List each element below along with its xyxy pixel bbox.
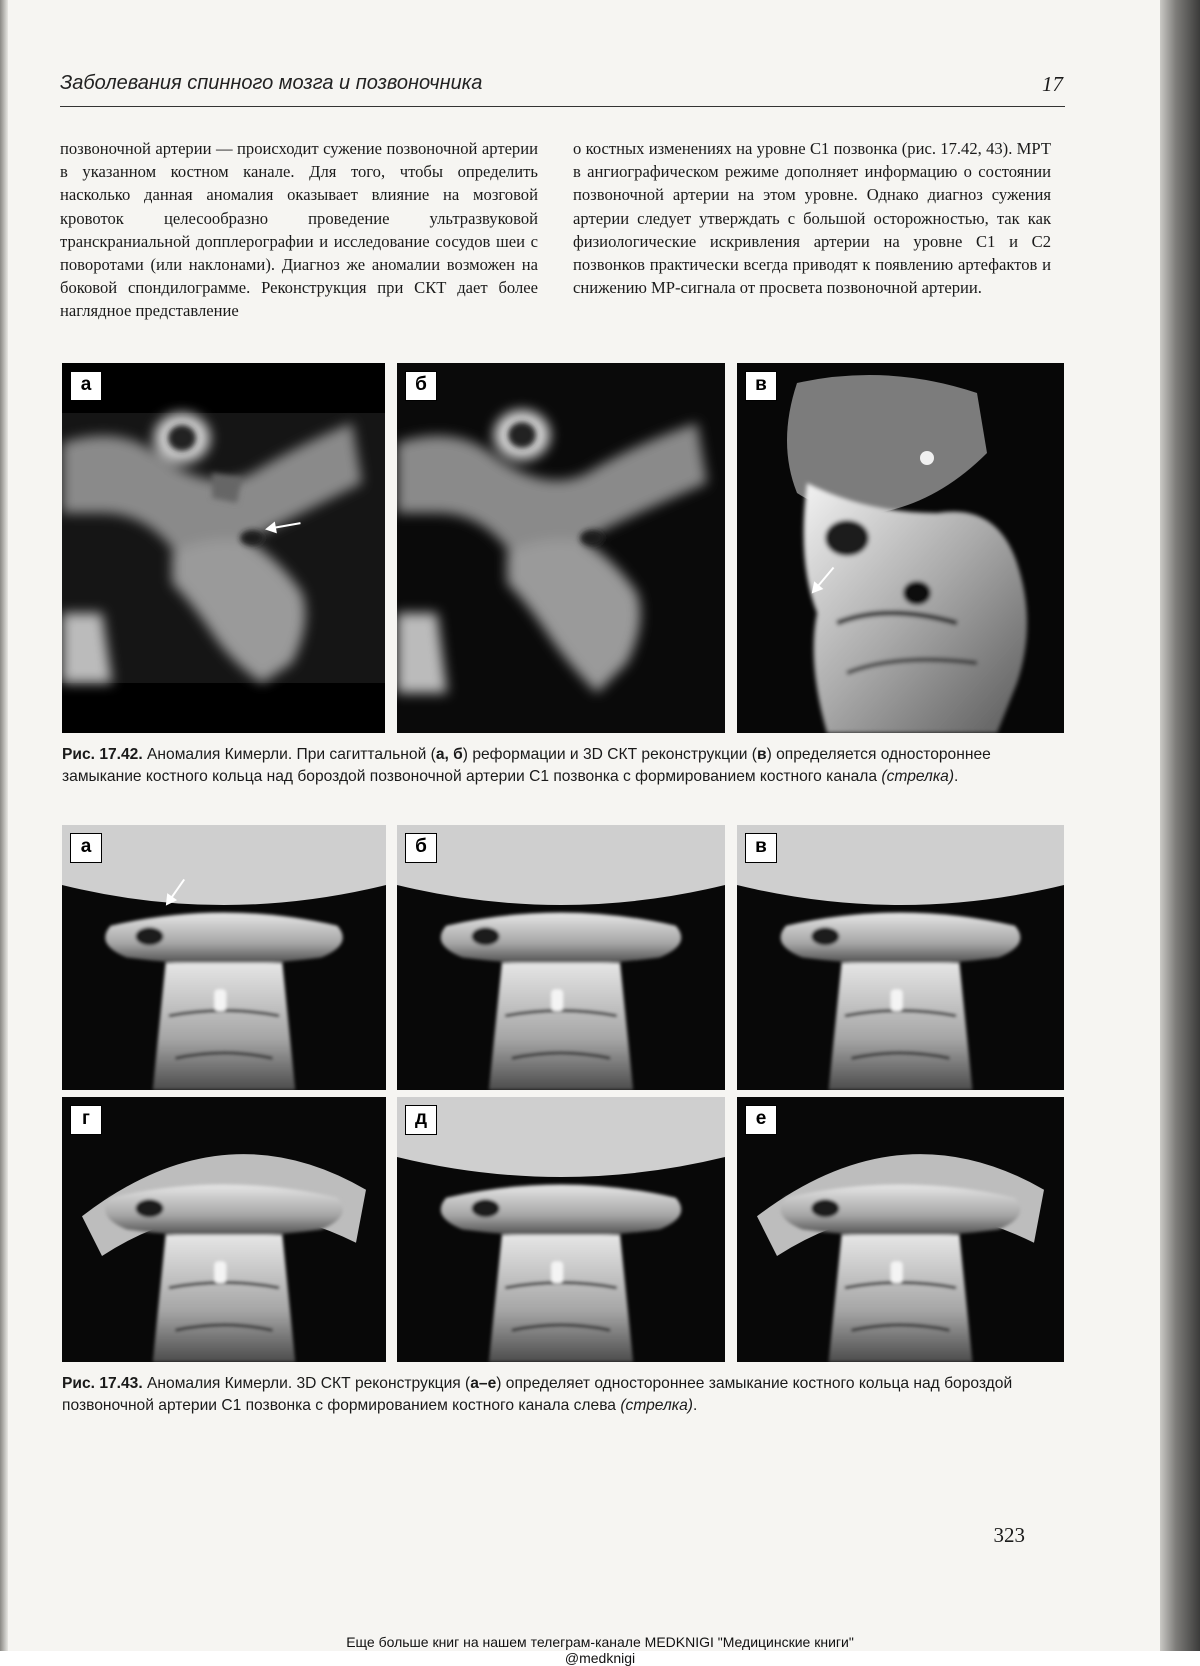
caption-text: ) реформации и 3D СКТ реконструкции ( <box>462 746 757 763</box>
figure-43-panel-d <box>397 1097 725 1362</box>
panel-label-b: б <box>405 371 437 401</box>
caption-text: Аномалия Кимерли. При сагиттальной ( <box>142 746 436 763</box>
ct-3d-spine-image <box>737 1097 1064 1362</box>
caption-text: ) определяется одностороннее замыкание костного кольца над бороздой позвоночной артерии С1 позвонка с формированием костного канала <box>62 746 991 785</box>
chapter-number: 17 <box>1042 72 1063 96</box>
panel-label-b: б <box>405 833 437 863</box>
figure-43-panel-v <box>737 825 1064 1090</box>
page-number: 323 <box>993 1523 1025 1547</box>
figure-43-caption <box>62 1373 1072 1417</box>
text-column-right: о костных изменениях на уровне С1 позвонка (рис. 17.42, 43). МРТ в ангиографическом режиме дополняет информацию о состоянии позвоночной артерии на этом уровне. Однако диагноз сужения артерии следует утверждать с большой осторожностью, так как физиологические искривления артерии на уровне С1 и С2 позвонков практически всегда приводят к появлению артефактов и снижению МР-сигнала от просвета позвоночной артерии. <box>573 139 1051 298</box>
page-edge-shadow <box>1160 0 1200 1651</box>
footer-promo-line: Еще больше книг на нашем телеграм-канале MEDKNIGI "Медицинские книги" <box>346 1634 854 1650</box>
panel-label-e: е <box>745 1105 777 1135</box>
panel-label-a: а <box>70 371 102 401</box>
text-column-left: позвоночной артерии — происходит сужение позвоночной артерии в указанном костном канале. Для того, чтобы определить насколько данная аномалия оказывает влияние на мозговой кровоток целесообразно проведение ультразвуковой транскраниальной допплерографии и исследование сосудов шеи с поворотами (или наклонами). Диагноз же аномалии возможен на боковой спондилограмме. Реконструкция при СКТ дает более наглядное представление <box>60 139 538 321</box>
figure-43-panel-b <box>397 825 725 1090</box>
footer-promo-handle: @medknigi <box>564 1650 636 1666</box>
panel-label-d: д <box>405 1105 437 1135</box>
page-left-edge <box>0 0 8 1651</box>
panel-label-v: в <box>745 833 777 863</box>
figure-43-panel-g <box>62 1097 386 1362</box>
figure-43-panel-e <box>737 1097 1064 1362</box>
ct-3d-spine-image <box>397 825 725 1090</box>
figure-42-panel-a <box>62 363 385 733</box>
ct-sagittal-image-a <box>62 363 385 733</box>
panel-label-g: г <box>70 1105 102 1135</box>
ct-3d-image-v <box>737 363 1064 733</box>
panel-label-a: а <box>70 833 102 863</box>
figure-42-caption <box>62 744 1072 788</box>
caption-text: . <box>954 768 959 785</box>
figure-42-panel-b <box>397 363 725 733</box>
caption-text: Аномалия Кимерли. 3D СКТ реконструкция ( <box>142 1375 471 1392</box>
caption-bold: в <box>757 746 767 763</box>
caption-text: ) определяет одностороннее замыкание костного кольца над бороздой позвоночной артерии С1 позвонка с формированием костного канала слева <box>62 1375 1013 1414</box>
ct-3d-spine-image <box>62 1097 386 1362</box>
figure-43-panel-a <box>62 825 386 1090</box>
caption-italic: (стрелка) <box>881 768 955 785</box>
panel-label-v: в <box>745 371 777 401</box>
running-header <box>60 70 1065 107</box>
ct-3d-spine-image <box>62 825 386 1090</box>
ct-3d-spine-image <box>397 1097 725 1362</box>
caption-bold: а, б <box>435 746 463 763</box>
figure-43-ref: Рис. 17.43. <box>62 1375 143 1392</box>
caption-text: . <box>692 1397 698 1414</box>
figure-42-ref: Рис. 17.42. <box>62 746 143 763</box>
ct-sagittal-image-b <box>397 363 725 733</box>
caption-italic: (стрелка) <box>620 1397 693 1414</box>
header-title: Заболевания спинного мозга и позвоночника <box>60 72 483 94</box>
ct-3d-spine-image <box>737 825 1064 1090</box>
figure-42-panel-v <box>737 363 1064 733</box>
caption-bold: а–е <box>470 1375 497 1392</box>
